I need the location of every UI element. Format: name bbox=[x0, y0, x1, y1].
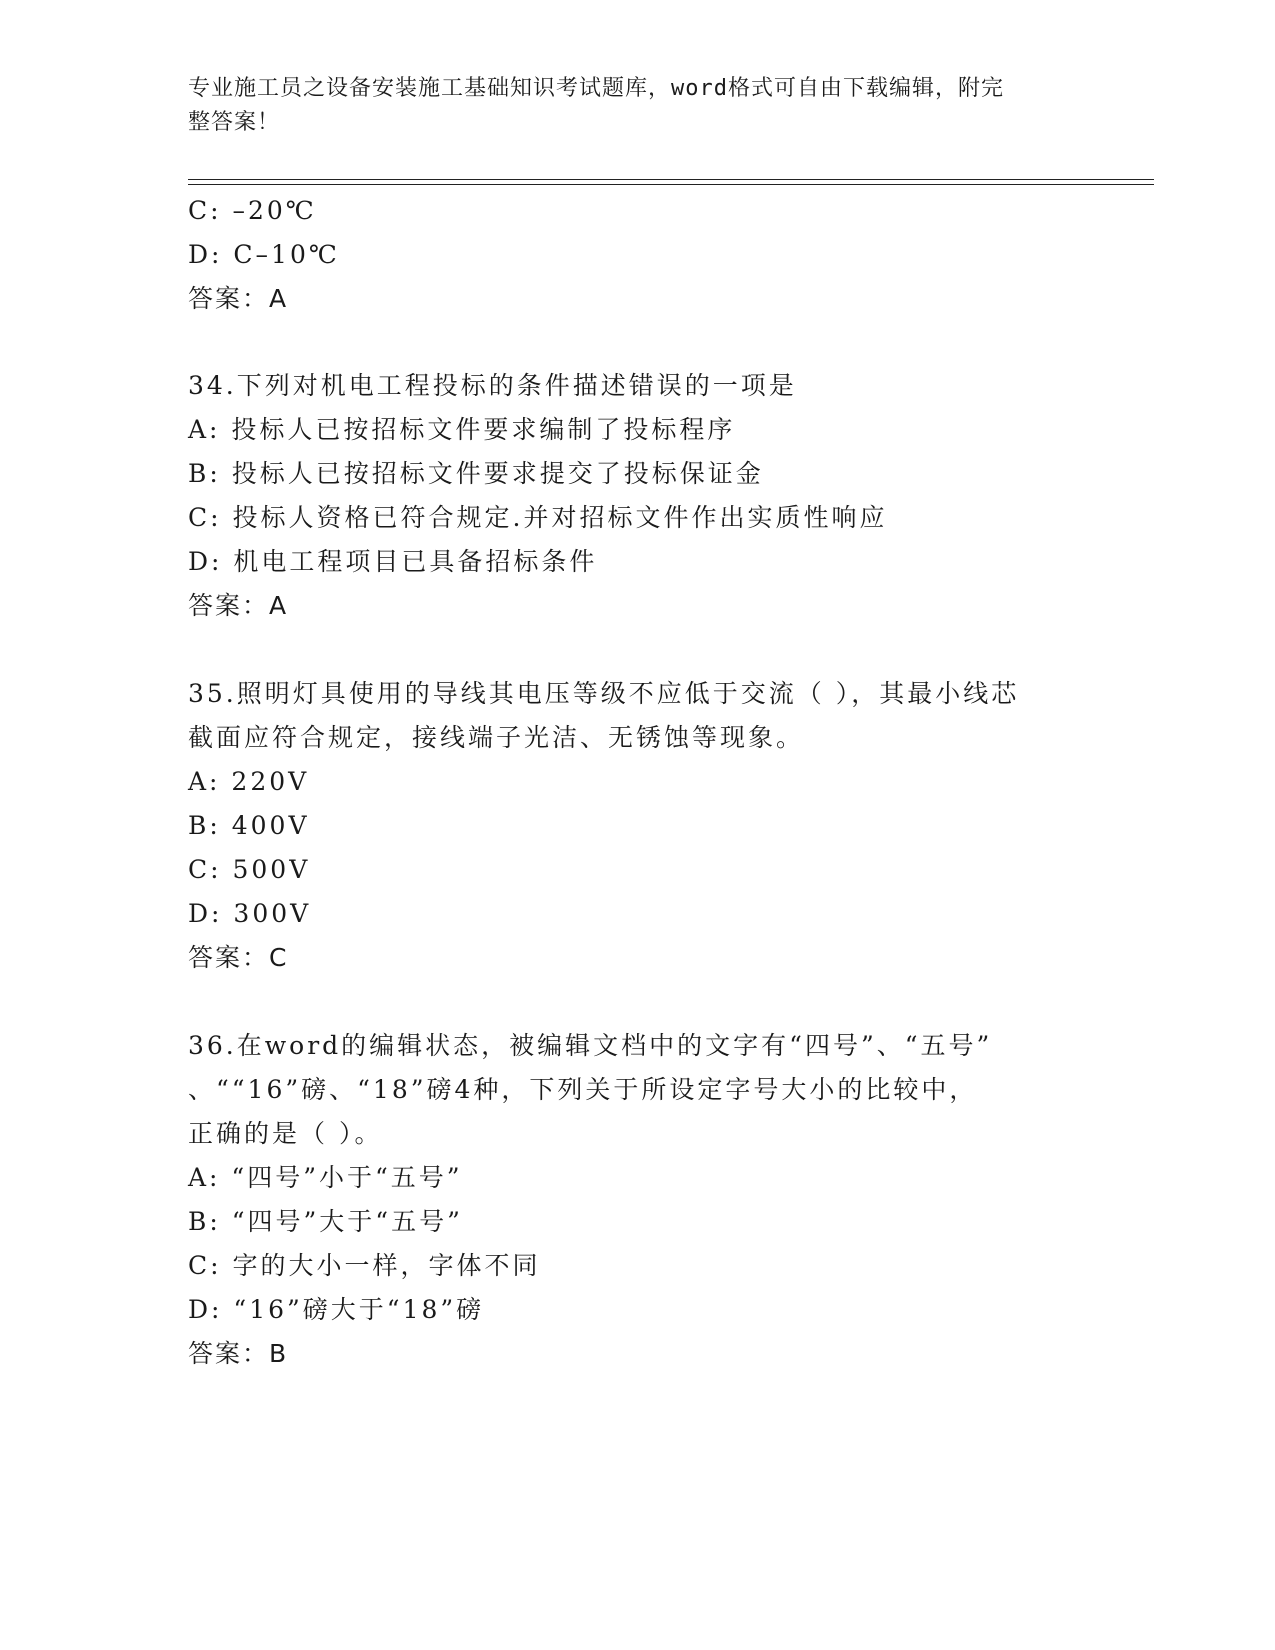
header-divider-bottom bbox=[188, 184, 1154, 185]
q35-stem-line-1: 35.照明灯具使用的导线其电压等级不应低于交流（ ），其最小线芯 bbox=[188, 679, 1020, 708]
q34-option-a: A: 投标人已按招标文件要求编制了投标程序 bbox=[188, 415, 736, 444]
header-line-1: 专业施工员之设备安装施工基础知识考试题库，word格式可自由下载编辑，附完 bbox=[188, 76, 1004, 101]
q34-stem: 34.下列对机电工程投标的条件描述错误的一项是 bbox=[188, 371, 797, 400]
q36-option-d: D: “16”磅大于“18”磅 bbox=[188, 1295, 485, 1324]
q34-option-b: B: 投标人已按招标文件要求提交了投标保证金 bbox=[188, 459, 764, 488]
document-header bbox=[188, 72, 1068, 140]
q33-answer: 答案：A bbox=[188, 284, 289, 313]
q36-stem-line-1: 36.在word的编辑状态，被编辑文档中的文字有“四号”、“五号” bbox=[188, 1031, 993, 1060]
q33-option-c: C: –20℃ bbox=[188, 196, 317, 225]
q36-option-a: A: “四号”小于“五号” bbox=[188, 1163, 463, 1192]
q35-option-b: B: 400V bbox=[188, 811, 310, 840]
q35-option-c: C: 500V bbox=[188, 855, 311, 884]
q35-answer: 答案：C bbox=[188, 943, 289, 972]
q35-stem-line-2: 截面应符合规定，接线端子光洁、无锈蚀等现象。 bbox=[188, 723, 805, 752]
q34-option-c: C: 投标人资格已符合规定.并对招标文件作出实质性响应 bbox=[188, 503, 888, 532]
q34-answer: 答案：A bbox=[188, 591, 289, 620]
q35-option-d: D: 300V bbox=[188, 899, 312, 928]
q36-answer: 答案：B bbox=[188, 1339, 289, 1368]
header-line-2: 整答案！ bbox=[188, 110, 281, 135]
q35-option-a: A: 220V bbox=[188, 767, 310, 796]
q36-option-c: C: 字的大小一样，字体不同 bbox=[188, 1251, 541, 1280]
q36-stem-line-3: 正确的是（ ）。 bbox=[188, 1119, 383, 1148]
q36-stem-line-2: 、““16”磅、“18”磅4种，下列关于所设定字号大小的比较中， bbox=[188, 1075, 978, 1104]
q34-option-d: D: 机电工程项目已具备招标条件 bbox=[188, 547, 598, 576]
header-divider-top bbox=[188, 179, 1154, 180]
q33-option-d: D: C–10℃ bbox=[188, 240, 340, 269]
q36-option-b: B: “四号”大于“五号” bbox=[188, 1207, 463, 1236]
